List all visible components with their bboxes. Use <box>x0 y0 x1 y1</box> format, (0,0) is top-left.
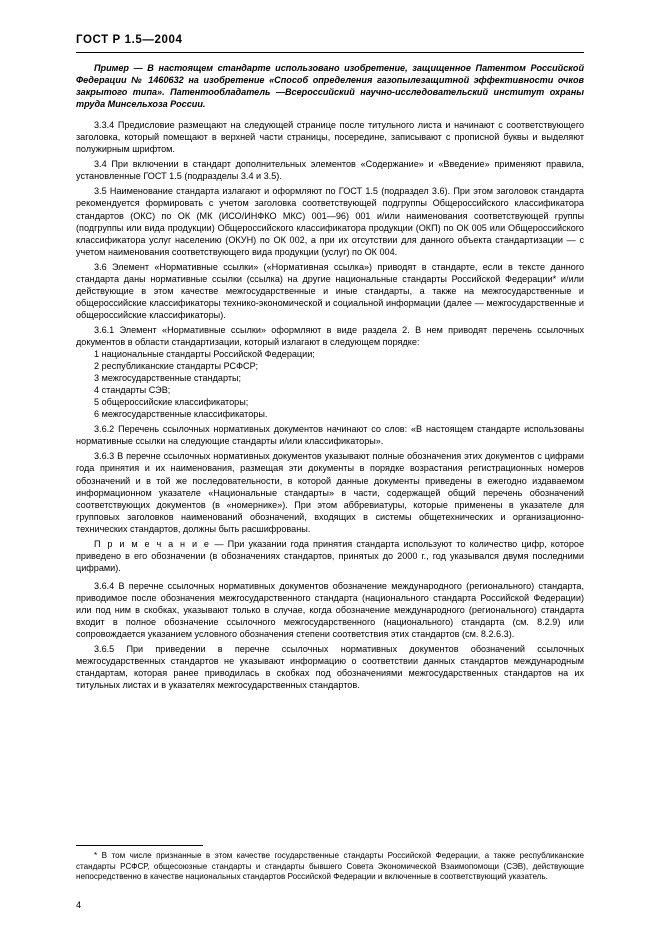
note-block <box>76 538 584 574</box>
paragraph-3-6-4: 3.6.4 В перечне ссылочных нормативных документов обозначение международного (регионального) стандарта, приводимое после обозначения межгосударственного стандарта (национального стандарта Российской Федерации) или под ним в скобках, указывают только в случае, когда обозначение международного (регионального) стандарта входит в полное обозначение ссылочного межгосударственного (национального) стандарта (см. 8.2.9) или сопровождается указанием условного обозначения степени соответствия этих стандартов (см. 8.2.6.3). <box>76 580 584 640</box>
example-block: Пример — В настоящем стандарте использовано изобретение, защищенное Патентом Российской Федерации № 1460632 на изобретение «Способ определения газопылезащитной эффективности очков закрытого типа». Патентообладатель —Всероссийский научно-исследовательский институт охраны труда Минсельхоза России. <box>76 63 584 110</box>
note-label: П р и м е ч а н и е <box>94 538 211 549</box>
list-item: 1 национальные стандарты Российской Федерации; <box>94 349 315 360</box>
footnote-section <box>76 845 584 883</box>
note-text: — При указании года принятия стандарта используют то количество цифр, которое приведено в его обозначении (в обозначениях стандартов, принятых до 2000 г., год указывался двумя последними цифрами). <box>76 538 584 573</box>
page-header-title: ГОСТ Р 1.5—2004 <box>76 34 183 46</box>
footnote-text: * В том числе признанные в этом качестве государственные стандарты Российской Федерации, а также республиканские стандарты РСФСР, общесоюзные стандарты и стандарты бывшего Совета Экономической Взаимопомощи (СЭВ), действующие непосредственно в качестве национальных стандартов Российской Федерации и включенные в соответствующий указатель. <box>76 851 584 882</box>
footnote-divider <box>76 845 203 846</box>
paragraph-3-5: 3.5 Наименование стандарта излагают и оформляют по ГОСТ 1.5 (подраздел 3.6). При этом заголовок стандарта рекомендуется формировать с учетом заголовка соответствующей подгруппы Общероссийского классификатора стандартов (ОКС) по ОК (МК (ИСО/ИНФКО МКС) 001—96) 001 и/или наименования соответствующей группы (подгруппы или вида продукции) Общероссийского классификатора продукции (ОКП) по ОК 005 или Общероссийского классификатора услуг населению (ОКУН) по ОК 002, а при их отсутствии для данного объекта стандартизации — с учетом наименования соответствующего вида продукции (услуг) по ОК 004. <box>76 186 584 257</box>
header-divider <box>76 52 584 53</box>
list-item: 4 стандарты СЭВ; <box>94 385 171 396</box>
paragraph-3-6-2: 3.6.2 Перечень ссылочных нормативных документов начинают со слов: «В настоящем стандарте использованы нормативные ссылки на следующие стандарты и/или классификаторы». <box>76 424 584 447</box>
list-item: 5 общероссийские классификаторы; <box>94 397 249 408</box>
paragraph-3-3-4: 3.3.4 Предисловие размещают на следующей странице после титульного листа и начинают с соответствующего заголовка, который помещают в верхней части страницы, посередине, записывают с прописной буквы и выделяют полужирным шрифтом. <box>76 120 584 155</box>
paragraph-3-6-5: 3.6.5 При приведении в перечне ссылочных нормативных документов обозначений ссылочных межгосударственных стандартов не указывают информацию о соответствии данных стандартов международным стандартам, которая ранее приводилась в скобках под обозначениями межгосударственных стандартов на их титульных листах и в указателях межгосударственных стандартов. <box>76 644 584 691</box>
page-number: 4 <box>76 900 82 910</box>
document-body <box>76 62 584 691</box>
paragraph-3-6: 3.6 Элемент «Нормативные ссылки» («Нормативная ссылка») приводят в стандарте, если в тексте данного стандарта даны нормативные ссылки (ссылка) на другие национальные стандарты Российской Федерации* и/или действующие в этом качестве межгосударственные и иные стандарты, а также на межгосударственные и общероссийские классификаторы технико-экономической и социальной информации (далее — межгосударственные и общероссийские классификаторы). <box>76 261 584 320</box>
list-item: 3 межгосударственные стандарты; <box>94 373 242 384</box>
list-item: 2 республиканские стандарты РСФСР; <box>94 361 258 372</box>
paragraph-3-6-1: 3.6.1 Элемент «Нормативные ссылки» оформляют в виде раздела 2. В нем приводят перечень ссылочных документов в области стандартизации, который излагают в следующем порядке: <box>76 324 584 347</box>
list-item: 6 межгосударственные классификаторы. <box>94 409 268 420</box>
paragraph-3-4: 3.4 При включении в стандарт дополнительных элементов «Содержание» и «Введение» применяют правила, установленные ГОСТ 1.5 (подразделы 3.4 и 3.5). <box>76 159 584 182</box>
paragraph-3-6-3: 3.6.3 В перечне ссылочных нормативных документов указывают полные обозначения этих документов с цифрами года принятия и их наименования, размещая эти документы в порядке возрастания регистрационных номеров обозначений и в той же последовательности, в которой данные документы приведены в ежегодно издаваемом информационном указателе «Национальные стандарты» в части, содержащей общий перечень обозначений соответствующих документов (в «номернике»). При этом аббревиатуры, которые применены в указателе для групповых заголовков наименований обозначений, входящих в системы общетехнических и организационно-технических стандартов, должны быть расшифрованы. <box>76 451 584 534</box>
